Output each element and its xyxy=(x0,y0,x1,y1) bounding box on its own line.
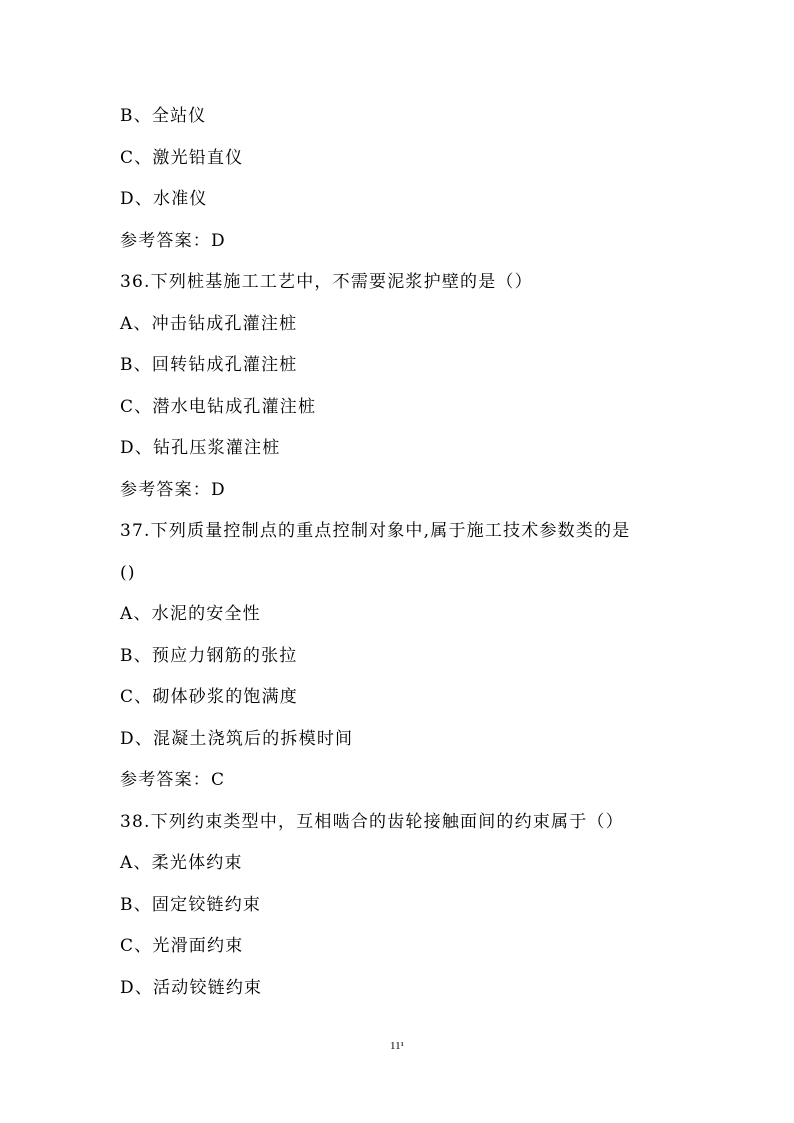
option-d-q36: D、钻孔压浆灌注桩 xyxy=(120,438,281,458)
option-c-q37: C、砌体砂浆的饱满度 xyxy=(120,687,299,707)
question-38: 38.下列约束类型中，互相啮合的齿轮接触面间的约束属于（） xyxy=(120,811,624,832)
option-b-q37: B、预应力钢筋的张拉 xyxy=(120,645,298,666)
option-b-q35: B、全站仪 xyxy=(120,106,207,126)
answer-q36: 参考答案：D xyxy=(120,479,226,500)
question-36: 36.下列桩基施工工艺中，不需要泥浆护壁的是（） xyxy=(120,272,533,292)
question-37: 37.下列质量控制点的重点控制对象中,属于施工技术参数类的是 xyxy=(120,521,631,541)
option-a-q37: A、水泥的安全性 xyxy=(120,604,261,624)
option-d-q38: D、活动铰链约束 xyxy=(120,977,263,998)
option-c-q35: C、激光铅直仪 xyxy=(120,147,244,168)
option-b-q38: B、固定铰链约束 xyxy=(120,894,262,915)
question-37-continued: () xyxy=(120,562,136,583)
page-content xyxy=(120,96,680,1009)
option-a-q38: A、柔光体约束 xyxy=(120,853,243,873)
page-number: 11¹ xyxy=(390,1040,404,1052)
option-c-q38: C、光滑面约束 xyxy=(120,936,244,956)
option-d-q37: D、混凝土浇筑后的拆模时间 xyxy=(120,728,354,749)
option-a-q36: A、冲击钻成孔灌注桩 xyxy=(120,313,298,334)
answer-q35: 参考答案：D xyxy=(120,230,226,251)
option-d-q35: D、水准仪 xyxy=(120,189,208,209)
option-b-q36: B、回转钻成孔灌注桩 xyxy=(120,355,298,375)
option-c-q36: C、潜水电钻成孔灌注桩 xyxy=(120,396,317,417)
answer-q37: 参考答案：C xyxy=(120,770,226,790)
